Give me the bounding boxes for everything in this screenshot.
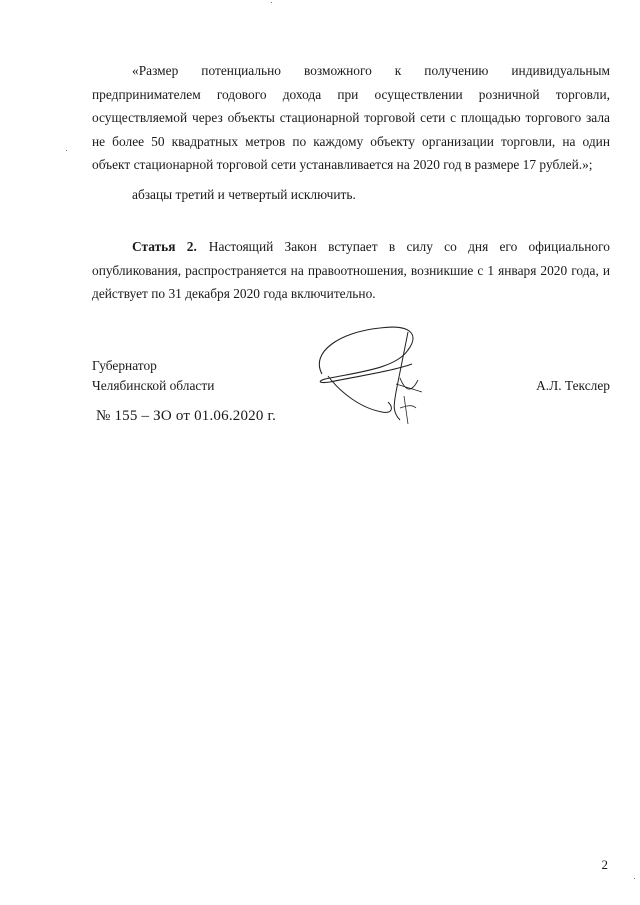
article-text: Настоящий Закон вступает в силу со дня его официального опубликования, распространяется на правоотношения, возникшие с 1 января 2020 года, и действует по 31 декабря 2020 года включительно. [92, 239, 610, 302]
signatory-title [92, 356, 214, 396]
scan-artifact [271, 2, 272, 3]
scan-artifact [634, 878, 635, 879]
amendment-quote-paragraph: «Размер потенциально возможного к получению индивидуальным предпринимателем годового дохода при осуществлении розничной торговли, осуществляемой через объекты стационарной торговой сети с площадью торгового зала не более 50 квадратных метров по каждому объекту организации торговли, на один объект стационарной торговой сети устанавливается на 2020 год в размере 17 рублей.»; [92, 63, 610, 173]
signatory-title-line2: Челябинской области [92, 378, 215, 393]
paragraphs-removal-line: абзацы третий и четвертый исключить. [132, 187, 356, 202]
handwritten-signature [300, 312, 440, 432]
scan-artifact [66, 150, 67, 151]
article-2-paragraph [92, 235, 610, 306]
law-number: № 155 – ЗО от 01.06.2020 г. [96, 408, 277, 424]
signatory-title-line1: Губернатор [92, 358, 157, 373]
signatory-name: А.Л. Текслер [536, 378, 610, 393]
page-number: 2 [601, 857, 608, 872]
article-label: Статья 2. [132, 239, 197, 254]
